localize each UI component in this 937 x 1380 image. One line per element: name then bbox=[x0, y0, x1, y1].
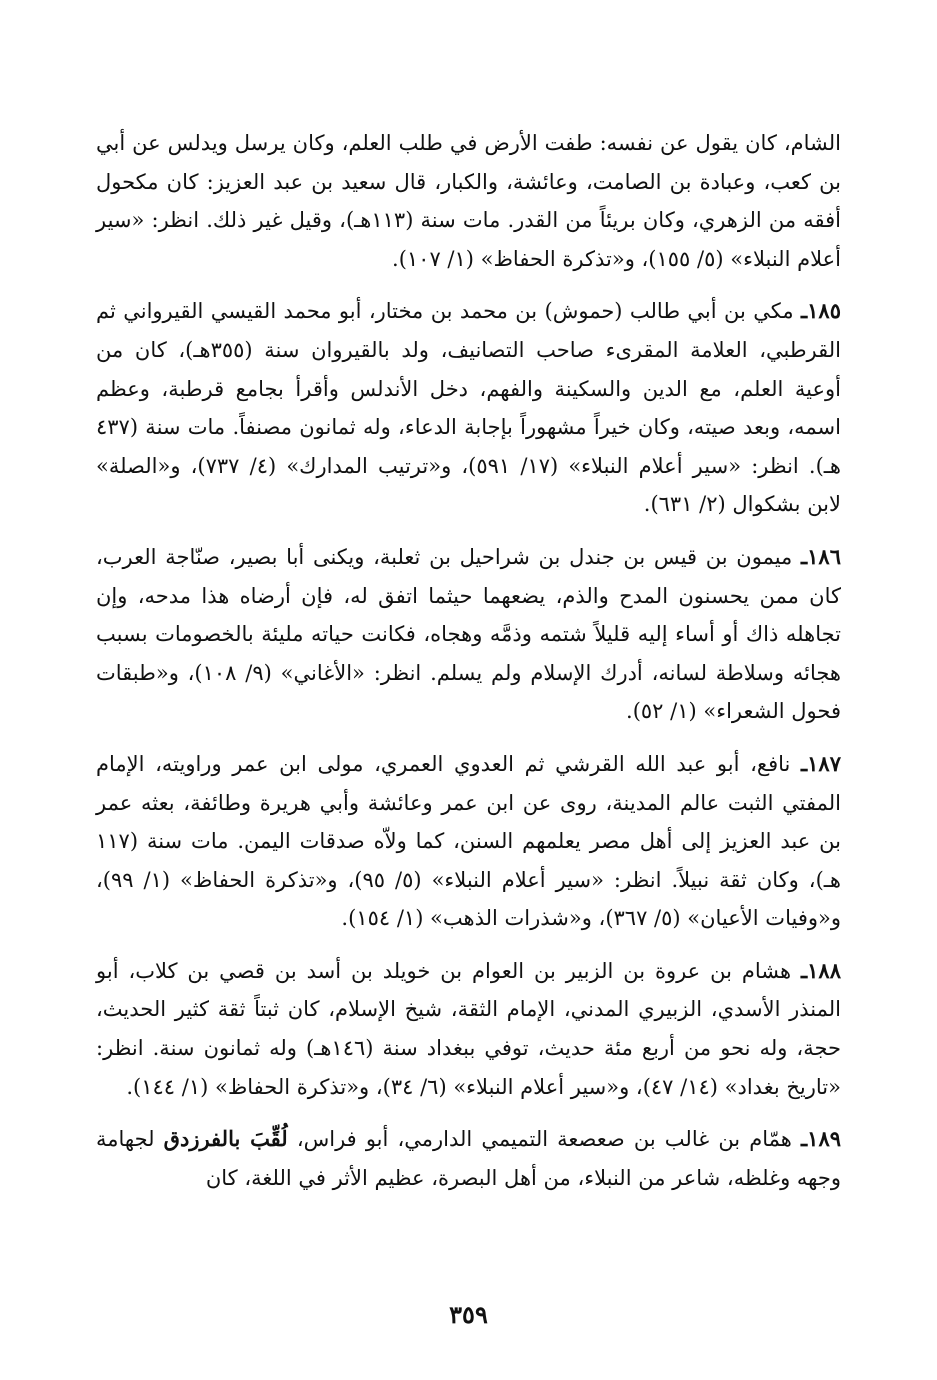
paragraph-text: الشام، كان يقول عن نفسه: طفت الأرض في طلب العلم، وكان يرسل ويدلس عن أبي بن كعب، وعبادة بن الصامت، وعائشة، والكبار، قال سعيد بن عبد العزيز: كان مكحول أفقه من الزهري، وكان بريئاً من القدر. مات سنة (١١٣هـ)، وقيل غير ذلك. انظر: «سير أعلام النبلاء» (٥/ ١٥٥)، و«تذكرة الحفاظ» (١/ ١٠٧). bbox=[96, 131, 841, 271]
entry-text: هشام بن عروة بن الزبير بن العوام بن خويلد بن أسد بن قصي بن كلاب، أبو المنذر الأسدي، الزبيري المدني، الإمام الثقة، شيخ الإسلام، كان ثبتاً ثقة كثير الحديث، حجة، وله نحو من أربع مئة حديث، توفي ببغداد سنة (١٤٦هـ) وله ثمانون سنة. انظر: «تاريخ بغداد» (١٤/ ٤٧)، و«سير أعلام النبلاء» (٦/ ٣٤)، و«تذكرة الحفاظ» (١/ ١٤٤). bbox=[96, 958, 841, 1099]
entry-highlight: لُقِّبَ بالفرزدق bbox=[163, 1126, 288, 1152]
entry-text: مكي بن أبي طالب (حموش) بن محمد بن مختار، أبو محمد القيسي القيرواني ثم القرطبي، العلامة المقرىء صاحب التصانيف، ولد بالقيروان سنة (٣٥٥هـ)، كان من أوعية العلم، مع الدين والسكينة والفهم، دخل الأندلس وأقرأ بجامع قرطبة، وعظم اسمه، وبعد صيته، وكان خيراً مشهوراً بإجابة الدعاء، وله ثمانون مصنفاً. مات سنة (٤٣٧ هـ). انظر: «سير أعلام النبلاء» (١٧/ ٥٩١)، و«ترتيب المدارك» (٤/ ٧٣٧)، و«الصلة» لابن بشكوال (٢/ ٦٣١). bbox=[96, 299, 841, 517]
paragraph-continued bbox=[96, 124, 841, 278]
entry-187 bbox=[96, 745, 841, 938]
page-number: ٣٥٩ bbox=[449, 1300, 488, 1329]
entry-number: ١٨٥ـ bbox=[801, 298, 841, 324]
entry-text: همّام بن غالب بن صعصعة التميمي الدارمي، أبو فراس، bbox=[287, 1127, 802, 1152]
entry-number: ١٨٨ـ bbox=[801, 957, 841, 983]
entry-188 bbox=[96, 952, 841, 1106]
entry-number: ١٨٩ـ bbox=[801, 1126, 842, 1152]
entry-185 bbox=[96, 292, 841, 524]
entry-text: نافع، أبو عبد الله القرشي ثم العدوي العمري، مولى ابن عمر وراويته، الإمام المفتي الثبت عالم المدينة، روى عن ابن عمر وعائشة وأبي هريرة وطائفة، بعثه عمر بن عبد العزيز إلى أهل مصر يعلمهم السنن، كما ولاّه صدقات اليمن. مات سنة (١١٧ هـ)، وكان ثقة نبيلاً. انظر: «سير أعلام النبلاء» (٥/ ٩٥)، و«تذكرة الحفاظ» (١/ ٩٩)، و«وفيات الأعيان» (٥/ ٣٦٧)، و«شذرات الذهب» (١/ ١٥٤). bbox=[96, 751, 841, 931]
entry-text-continued: لجهامة وجهه وغلظه، شاعر من النبلاء، من أهل البصرة، عظيم الأثر في اللغة، كان bbox=[96, 1127, 841, 1190]
entry-number: ١٨٧ـ bbox=[801, 750, 841, 776]
entry-number: ١٨٦ـ bbox=[801, 543, 841, 569]
main-text bbox=[96, 124, 841, 1211]
entry-text: ميمون بن قيس بن جندل بن شراحيل بن ثعلبة، ويكنى أبا بصير، صنّاجة العرب، كان ممن يحسنون المدح والذم، يضعهما حيثما اتفق له، فإن أرضاه هذا مدحه، وإن تجاهله ذاك أو أساء إليه قليلاً شتمه وذمَّه وهجاه، فكانت حياته مليئة بالخصومات بسبب هجائه وسلاطة لسانه، أدرك الإسلام ولم يسلم. انظر: «الأغاني» (٩/ ١٠٨)، و«طبقات فحول الشعراء» (١/ ٥٢). bbox=[96, 544, 841, 724]
entry-189 bbox=[96, 1120, 841, 1197]
entry-186 bbox=[96, 538, 841, 731]
